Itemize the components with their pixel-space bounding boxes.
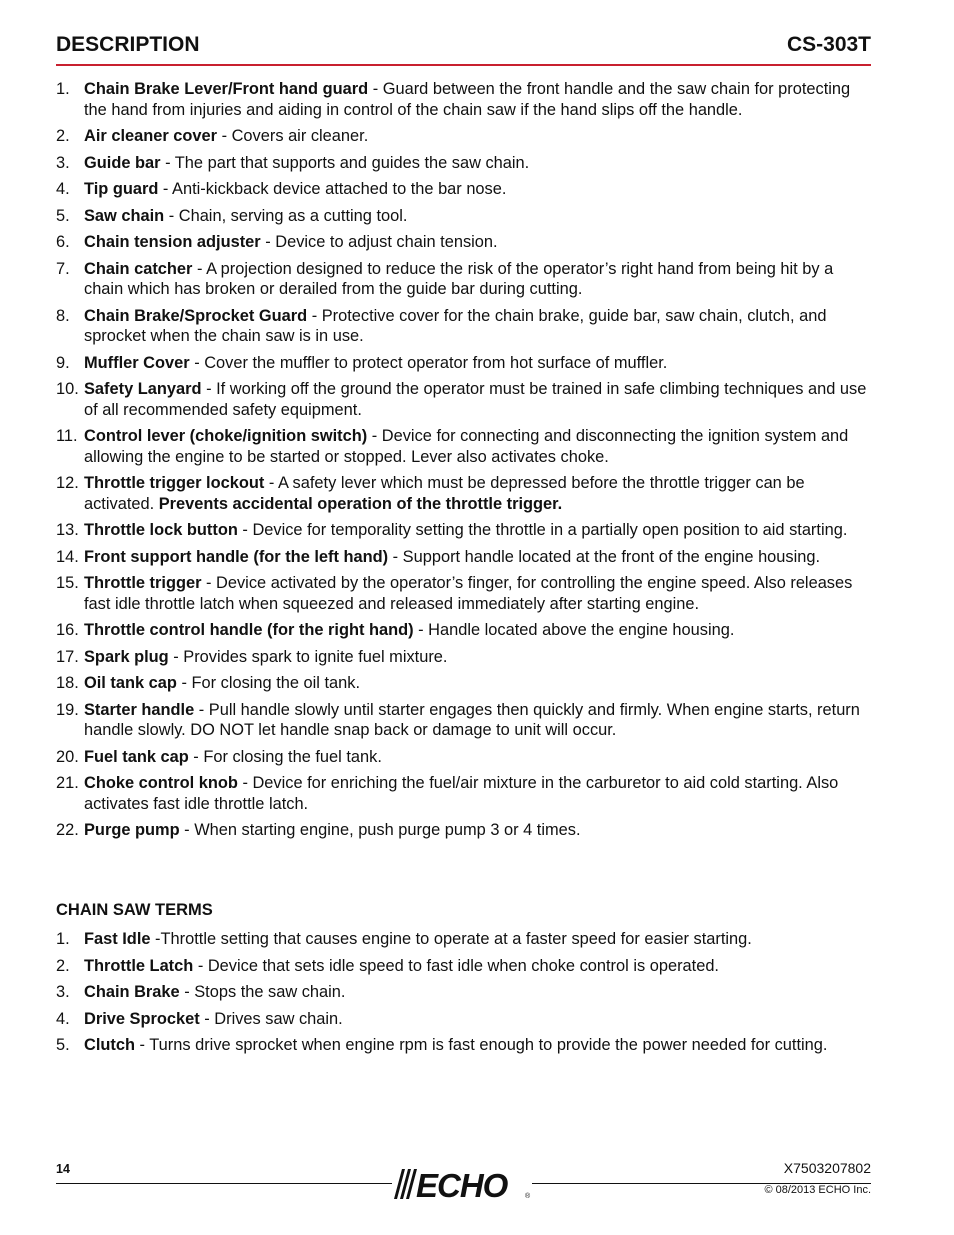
item-description: - The part that supports and guides the saw chain. — [160, 153, 530, 172]
item-number: 21. — [56, 774, 79, 792]
list-item — [56, 379, 871, 420]
registered-mark: ® — [525, 1193, 531, 1200]
list-item — [56, 700, 871, 741]
item-term: Air cleaner cover — [84, 127, 218, 145]
item-number: 17. — [56, 647, 79, 666]
list-item — [56, 179, 871, 200]
item-number: 2. — [56, 956, 70, 975]
item-term: Tip guard — [84, 180, 159, 198]
item-number: 18. — [56, 674, 79, 692]
item-description: - Device for temporality setting the throttle in a partially open position to aid starting. — [237, 521, 848, 539]
item-term: Clutch — [84, 1036, 135, 1054]
list-item — [56, 1035, 871, 1056]
item-description: - Support handle located at the front of the engine housing. — [388, 547, 821, 566]
item-description: - Pull handle slowly until starter engages then quickly and firmly. When engine starts, return handle slowly. DO NOT let handle snap back or damage to unit will occur. — [84, 700, 860, 739]
logo-wordmark: ECHO — [416, 1167, 508, 1200]
item-description: - Covers air cleaner. — [217, 127, 369, 145]
list-item — [56, 426, 871, 467]
item-term: Throttle control handle (for the right hand) — [84, 621, 414, 639]
document-number: X7503207802 — [783, 1160, 871, 1176]
item-number: 9. — [56, 353, 70, 372]
item-number: 3. — [56, 983, 70, 1001]
item-description: - Drives saw chain. — [199, 1009, 343, 1028]
item-term: Purge pump — [84, 821, 180, 839]
item-number: 22. — [56, 821, 79, 839]
item-term: Front support handle (for the left hand) — [84, 547, 389, 566]
item-description: -Throttle setting that causes engine to operate at a faster speed for easier starting. — [150, 930, 752, 948]
list-item — [56, 673, 871, 694]
item-term: Chain catcher — [84, 259, 193, 278]
item-number: 10. — [56, 380, 79, 398]
item-term: Saw chain — [84, 206, 165, 225]
item-term: Throttle Latch — [84, 956, 194, 975]
item-number: 1. — [56, 930, 70, 948]
item-number: 8. — [56, 306, 70, 325]
item-number: 19. — [56, 700, 79, 719]
page-header — [56, 30, 871, 66]
item-description: - Turns drive sprocket when engine rpm is fast enough to provide the power needed for cutting. — [135, 1036, 828, 1054]
list-item — [56, 647, 871, 668]
item-description: - For closing the fuel tank. — [188, 747, 382, 766]
item-description: - Guard between the front handle and the saw chain for protecting the hand from injuries and aiding in control of the chain saw if the hand slips off the handle. — [84, 80, 851, 119]
item-term: Fuel tank cap — [84, 747, 189, 766]
copyright-notice: © 08/2013 ECHO Inc. — [764, 1184, 871, 1196]
item-term: Starter handle — [84, 700, 195, 719]
item-number: 2. — [56, 127, 70, 145]
list-item — [56, 126, 871, 147]
item-number: 16. — [56, 621, 79, 639]
item-description: - Device to adjust chain tension. — [260, 233, 498, 251]
item-description: - If working off the ground the operator must be trained in safe climbing techniques and use of all recommended safety equipment. — [84, 380, 867, 419]
item-term: Throttle trigger lockout — [84, 474, 265, 492]
item-term: Chain tension adjuster — [84, 233, 261, 251]
list-item — [56, 153, 871, 174]
chain-saw-terms-heading: CHAIN SAW TERMS — [56, 901, 213, 919]
item-description: - For closing the oil tank. — [176, 674, 361, 692]
list-item — [56, 79, 871, 120]
item-term: Drive Sprocket — [84, 1009, 200, 1028]
item-description: - A safety lever which must be depressed before the throttle trigger can be activated. — [84, 474, 805, 513]
item-description: - Protective cover for the chain brake, guide bar, saw chain, clutch, and sprocket when the chain saw is in use. — [84, 306, 827, 345]
list-item — [56, 206, 871, 227]
item-term: Chain Brake/Sprocket Guard — [84, 306, 308, 325]
model-number: CS-303T — [786, 33, 871, 56]
item-number: 3. — [56, 153, 70, 172]
item-term: Chain Brake — [84, 983, 180, 1001]
list-item — [56, 929, 871, 950]
item-number: 1. — [56, 80, 70, 98]
item-description: - Handle located above the engine housing. — [413, 621, 735, 639]
item-term: Fast Idle — [84, 930, 151, 948]
item-term: Chain Brake Lever/Front hand guard — [84, 80, 369, 98]
list-item — [56, 547, 871, 568]
section-heading: DESCRIPTION — [56, 33, 200, 56]
echo-logo — [394, 1166, 534, 1200]
list-item — [56, 620, 871, 641]
item-number: 7. — [56, 259, 70, 278]
item-number: 11. — [56, 427, 78, 445]
item-term: Throttle lock button — [84, 521, 238, 539]
item-term: Control lever (choke/ignition switch) — [84, 427, 368, 445]
list-item — [56, 956, 871, 977]
list-item — [56, 259, 871, 300]
footer-rule-left — [56, 1183, 392, 1184]
item-term: Throttle trigger — [84, 574, 202, 592]
list-item — [56, 982, 871, 1003]
item-number: 14. — [56, 547, 79, 566]
item-description: - A projection designed to reduce the risk of the operator’s right hand from being hit by a chain which has broken or derailed from the guide bar during cutting. — [84, 259, 834, 298]
item-description: - When starting engine, push purge pump 3 or 4 times. — [179, 821, 581, 839]
list-item — [56, 306, 871, 347]
list-item — [56, 520, 871, 541]
item-description: - Provides spark to ignite fuel mixture. — [168, 647, 448, 666]
item-description: - Device for connecting and disconnecting the ignition system and allowing the engine to be started or stopped. Lever also activates choke. — [84, 427, 849, 466]
item-number: 4. — [56, 180, 70, 198]
item-number: 13. — [56, 521, 79, 539]
item-description: - Anti-kickback device attached to the bar nose. — [158, 180, 507, 198]
item-description: - Stops the saw chain. — [179, 983, 346, 1001]
item-number: 4. — [56, 1009, 70, 1028]
item-term: Guide bar — [84, 153, 161, 172]
item-term: Spark plug — [84, 647, 169, 666]
list-item — [56, 747, 871, 768]
item-term: Oil tank cap — [84, 674, 177, 692]
item-description: - Chain, serving as a cutting tool. — [164, 206, 408, 225]
item-number: 5. — [56, 206, 70, 225]
item-description: - Device that sets idle speed to fast idle when choke control is operated. — [193, 956, 719, 975]
item-description: - Cover the muffler to protect operator from hot surface of muffler. — [189, 353, 668, 372]
list-item — [56, 773, 871, 814]
description-list — [56, 79, 871, 847]
item-description: - Device activated by the operator’s finger, for controlling the engine speed. Also releases fast idle throttle latch when squeezed and released immediately after starting engine. — [84, 574, 853, 613]
item-emphasis: Prevents accidental operation of the throttle trigger. — [158, 494, 563, 513]
list-item — [56, 473, 871, 514]
list-item — [56, 1009, 871, 1030]
item-term: Muffler Cover — [84, 353, 190, 372]
chain-saw-terms-list — [56, 929, 871, 1062]
list-item — [56, 232, 871, 253]
item-term: Safety Lanyard — [84, 380, 202, 398]
list-item — [56, 573, 871, 614]
item-number: 6. — [56, 233, 70, 251]
item-number: 15. — [56, 574, 79, 592]
list-item — [56, 820, 871, 841]
item-number: 5. — [56, 1036, 70, 1054]
item-description: - Device for enriching the fuel/air mixture in the carburetor to aid cold starting. Also activates fast idle throttle latch. — [84, 774, 839, 813]
item-number: 12. — [56, 474, 79, 492]
item-number: 20. — [56, 747, 79, 766]
item-term: Choke control knob — [84, 774, 238, 792]
page-number: 14 — [56, 1162, 70, 1176]
list-item — [56, 353, 871, 374]
